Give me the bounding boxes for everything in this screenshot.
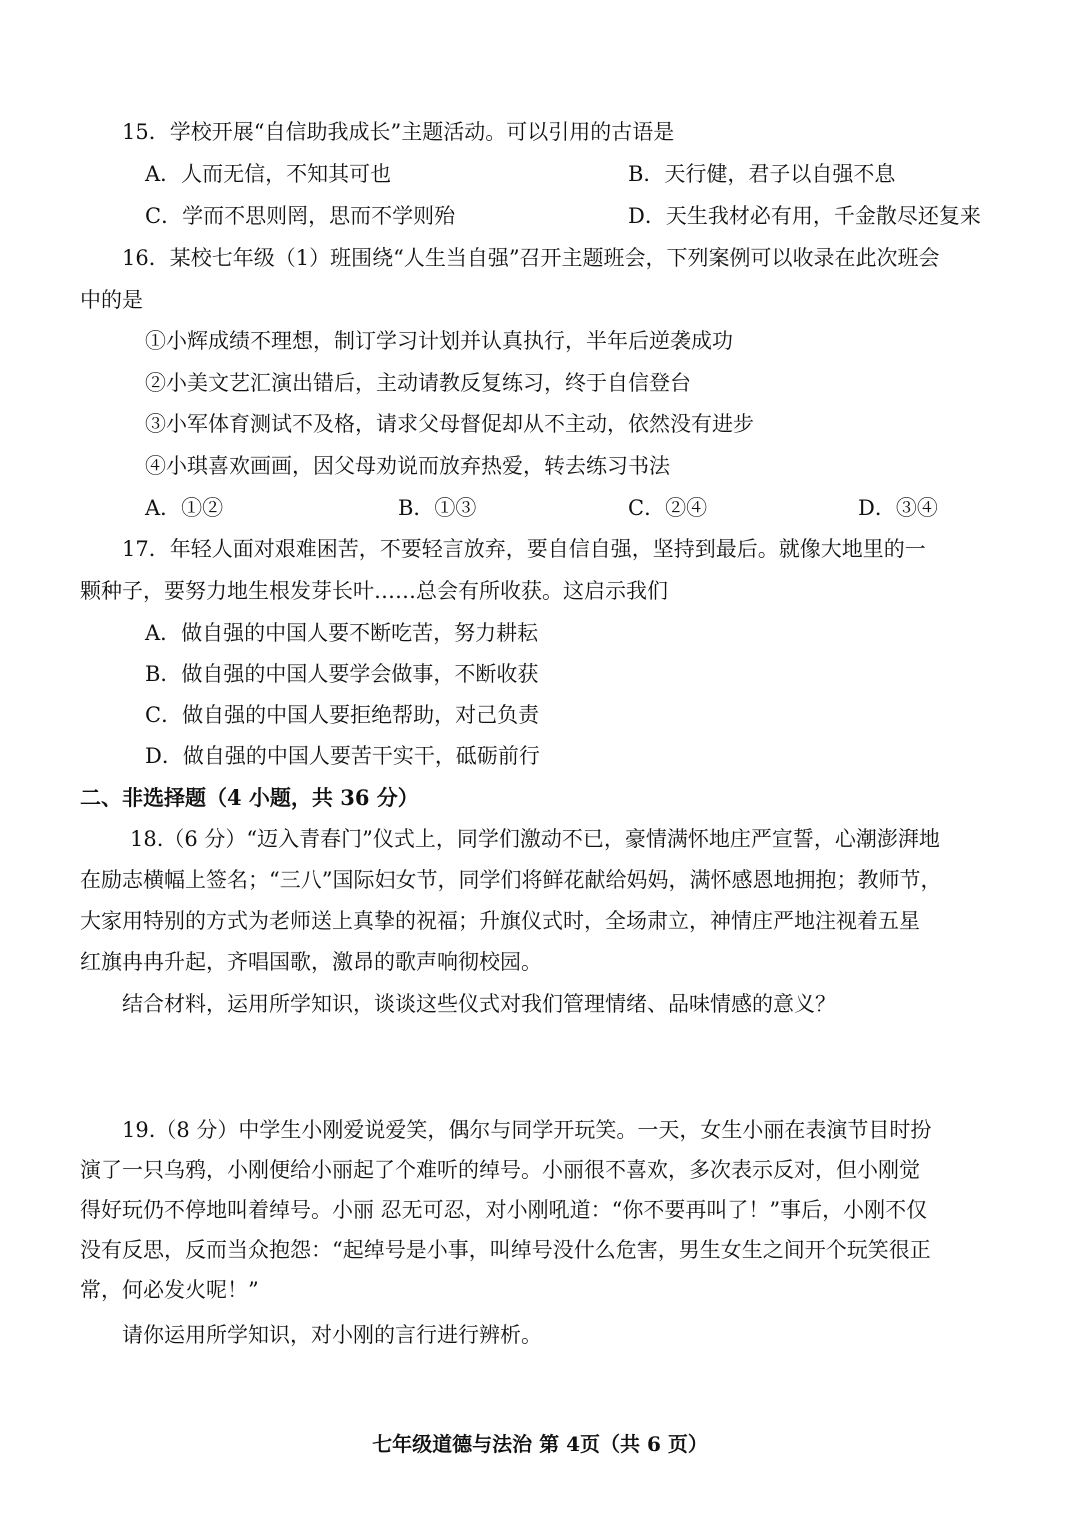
page-footer: 七年级道德与法治 第 4页（共 6 页）	[372, 1432, 708, 1456]
q17-stem-line-2: 颗种子，要努力地生根发芽长叶……总会有所收获。这启示我们	[80, 579, 668, 603]
q19-line-2: 演了一只乌鸦，小刚便给小丽起了个难听的绰号。小丽很不喜欢，多次表示反对，但小刚觉	[80, 1158, 920, 1182]
q18-line-3: 大家用特别的方式为老师送上真挚的祝福；升旗仪式时，全场肃立，神情庄严地注视着五星	[80, 909, 920, 933]
q15-option-a: A．人而无信，不知其可也	[145, 162, 392, 186]
q19-question: 请你运用所学知识，对小刚的言行进行辨析。	[122, 1323, 542, 1347]
q18-line-1: 18.（6 分）“迈入青春门”仪式上，同学们激动不已，豪情满怀地庄严宣誓，心潮澎湃地	[130, 827, 940, 851]
q15-option-c: C．学而不思则罔，思而不学则殆	[145, 204, 456, 228]
q16-option-d: D．③④	[858, 496, 938, 520]
q18-line-4: 红旗冉冉升起，齐唱国歌，激昂的歌声响彻校园。	[80, 950, 542, 974]
q16-case-1: ①小辉成绩不理想，制订学习计划并认真执行，半年后逆袭成功	[145, 329, 733, 353]
q16-stem-line-2: 中的是	[80, 288, 143, 312]
q19-line-5: 常，何必发火呢！”	[80, 1278, 259, 1302]
q19-line-3: 得好玩仍不停地叫着绰号。小丽 忍无可忍，对小刚吼道：“你不要再叫了！”事后，小刚不仅	[80, 1198, 928, 1222]
q16-option-a: A．①②	[145, 496, 224, 520]
q15-option-b: B．天行健，君子以自强不息	[628, 162, 896, 186]
q16-case-3: ③小军体育测试不及格，请求父母督促却从不主动，依然没有进步	[145, 412, 754, 436]
q19-line-4: 没有反思，反而当众抱怨：“起绰号是小事，叫绰号没什么危害，男生女生之间开个玩笑很正	[80, 1238, 931, 1262]
q15-option-d: D．天生我材必有用，千金散尽还复来	[628, 204, 981, 228]
q16-case-4: ④小琪喜欢画画，因父母劝说而放弃热爱，转去练习书法	[145, 454, 670, 478]
q17-stem-line-1: 17．年轻人面对艰难困苦，不要轻言放弃，要自信自强，坚持到最后。就像大地里的一	[122, 537, 926, 561]
q16-option-b: B．①③	[398, 496, 477, 520]
q15-stem: 15．学校开展“自信助我成长”主题活动。可以引用的古语是	[122, 120, 675, 144]
q16-option-c: C．②④	[628, 496, 708, 520]
q17-option-b: B．做自强的中国人要学会做事，不断收获	[145, 662, 539, 686]
q18-question: 结合材料，运用所学知识，谈谈这些仪式对我们管理情绪、品味情感的意义？	[122, 992, 836, 1016]
q17-option-c: C．做自强的中国人要拒绝帮助，对己负责	[145, 703, 540, 727]
q16-stem-line-1: 16．某校七年级（1）班围绕“人生当自强”召开主题班会，下列案例可以收录在此次班会	[122, 246, 940, 270]
section-2-heading: 二、非选择题（4 小题，共 36 分）	[80, 785, 419, 810]
q19-line-1: 19.（8 分）中学生小刚爱说爱笑，偶尔与同学开玩笑。一天，女生小丽在表演节目时扮	[122, 1118, 932, 1142]
q18-line-2: 在励志横幅上签名；“三八”国际妇女节，同学们将鲜花献给妈妈，满怀感恩地拥抱；教师节，	[80, 868, 942, 892]
q16-case-2: ②小美文艺汇演出错后，主动请教反复练习，终于自信登台	[145, 371, 691, 395]
q17-option-a: A．做自强的中国人要不断吃苦，努力耕耘	[145, 621, 539, 645]
q17-option-d: D．做自强的中国人要苦干实干，砥砺前行	[145, 744, 540, 768]
